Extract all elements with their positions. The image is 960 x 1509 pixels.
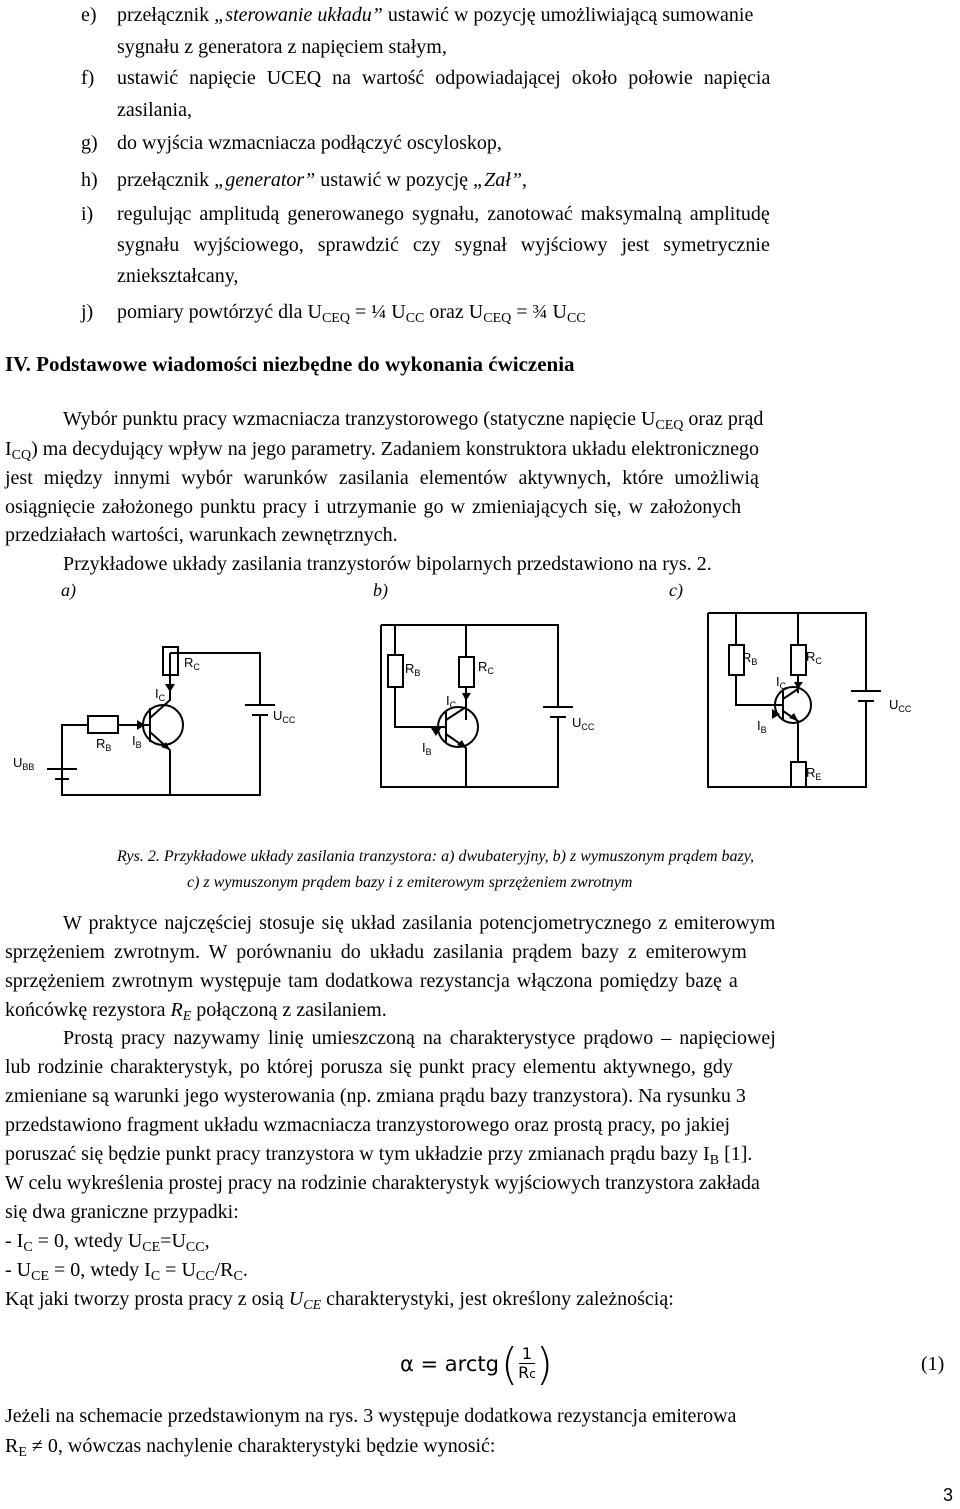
para3-line2: lub rodzinie charakterystyk, po której porusza się punkt pracy elementu aktywnego, gdy	[5, 1056, 733, 1078]
label-b-ucc: $U_{CC}$	[572, 715, 595, 732]
para3-line6: W celu wykreślenia prostej pracy na rodzinie charakterystyk wyjściowych tranzystora zakłada	[5, 1172, 760, 1194]
figure-caption-line1: Rys. 2. Przykładowe układy zasilania tranzystora: a) dwubateryjny, b) z wymuszonym prądem bazy,	[117, 848, 754, 865]
list-item-h: przełącznik „generator” ustawić w pozycję „Zał”,	[117, 169, 527, 191]
list-item-e-line1: przełącznik „sterowanie układu” ustawić w pozycję umożliwiającą sumowanie	[117, 4, 754, 26]
list-item-j: pomiary powtórzyć dla $U_{CEQ}$ = ¼ $U_{CC}$ oraz $U_{CEQ}$ = ¾ $U_{CC}$	[117, 301, 586, 326]
list-item-i-line2: sygnału wyjściowego, sprawdzić czy sygnał wyjściowy jest symetrycznie	[117, 234, 770, 256]
para2-line3: sprzężeniem zwrotnym występuje tam dodatkowa rezystancja włączona pomiędzy bazę a	[5, 970, 738, 992]
para1-line2: $I_{CQ}$) ma decydujący wpływ na jego parametry. Zadaniem konstruktora układu elektronicznego	[5, 438, 760, 463]
para1-line5: przedziałach wartości, warunkach zewnętrznych.	[5, 524, 398, 546]
label-b-rb: $R_B$	[405, 661, 421, 678]
label-c-rb: $R_B$	[742, 650, 758, 667]
label-c-ib: $I_B$	[757, 718, 767, 735]
figure-label-a: a)	[61, 580, 76, 600]
label-b-ib: $I_B$	[422, 740, 432, 757]
label-a-ucc: $U_{CC}$	[273, 708, 296, 725]
para3-line4: przedstawiono fragment układu wzmacniacza tranzystorowego oraz prostą pracy, po jakiej	[5, 1114, 731, 1136]
figure-caption-line2: c) z wymuszonym prądem bazy i z emiterowym sprzężeniem zwrotnym	[187, 874, 633, 891]
equation-number: (1)	[921, 1353, 945, 1375]
para2-line1: W praktyce najczęściej stosuje się układ zasilania potencjometrycznego z emiterowym	[63, 912, 776, 934]
para1-line6: Przykładowe układy zasilania tranzystorów bipolarnych przedstawiono na rys. 2.	[63, 553, 712, 575]
label-a-ubb: $U_{BB}$	[13, 755, 35, 772]
list-item-i-line1: regulując amplitudą generowanego sygnału, zanotować maksymalną amplitudę	[117, 203, 770, 225]
label-a-ib: $I_B$	[132, 733, 142, 750]
para2-line4: końcówkę rezystora $R_E$ połączoną z zasilaniem.	[5, 999, 387, 1024]
list-marker-g: g)	[81, 132, 98, 154]
section-heading: IV. Podstawowe wiadomości niezbędne do wykonania ćwiczenia	[5, 352, 575, 376]
list-item-f-line2: zasilania,	[117, 99, 192, 121]
list-marker-h: h)	[81, 169, 98, 191]
para1-line4: osiągnięcie założonego punktu pracy i utrzymanie go w zmieniających się, w założonych	[5, 496, 742, 518]
para3-line8: Kąt jaki tworzy prosta pracy z osią $U_{CE}$ charakterystyki, jest określony zależnością:	[5, 1288, 674, 1313]
label-b-ic: $I_C$	[446, 693, 457, 710]
label-a-rb: $R_B$	[96, 736, 112, 753]
label-c-ic: $I_C$	[776, 674, 787, 691]
equation-lhs: α = arctg	[400, 1352, 499, 1376]
list-marker-i: i)	[81, 203, 94, 225]
equation-fraction: 1 Rc	[518, 1344, 536, 1382]
circuit-diagrams	[0, 605, 960, 845]
para4-line2: $R_E \ne 0$, wówczas nachylenie charakterystyki będzie wynosić:	[5, 1435, 496, 1460]
para1-line3: jest między innymi wybór warunków zasilania elementów aktywnych, które umożliwią	[5, 467, 759, 489]
list-marker-e: e)	[81, 4, 97, 26]
condition-2: - $U_{CE} = 0$, wtedy $I_C = U_{CC}/R_C$.	[5, 1259, 248, 1284]
label-c-rc: $R_C$	[806, 649, 822, 666]
circuit-c	[708, 613, 881, 787]
figure-label-c: c)	[669, 580, 683, 600]
para1-line1: Wybór punktu pracy wzmacniacza tranzystorowego (statyczne napięcie $U_{CEQ}$ oraz prąd	[63, 408, 764, 433]
list-marker-f: f)	[81, 67, 95, 89]
equation: α = arctg ( 1 Rc )	[400, 1338, 554, 1390]
para3-line3: zmieniane są warunki jego wysterowania (np. zmiana prądu bazy tranzystora). Na rysunku 3	[5, 1085, 746, 1107]
label-c-re: $R_E$	[806, 765, 822, 782]
label-c-ucc: $U_{CC}$	[889, 697, 912, 714]
para3-line7: się dwa graniczne przypadki:	[5, 1201, 239, 1223]
circuit-b	[381, 625, 573, 787]
list-item-g: do wyjścia wzmacniacza podłączyć oscyloskop,	[117, 132, 502, 154]
list-item-e-line2: sygnału z generatora z napięciem stałym,	[117, 36, 447, 58]
para4-line1: Jeżeli na schemacie przedstawionym na rys. 3 występuje dodatkowa rezystancja emiterowa	[5, 1405, 737, 1427]
label-a-ic: $I_C$	[155, 686, 166, 703]
condition-1: - $I_C = 0$, wtedy $U_{CE}=U_{CC}$,	[5, 1230, 210, 1255]
para2-line2: sprzężeniem zwrotnym. W porównaniu do układu zasilania prądem bazy z emiterowym	[5, 941, 747, 963]
list-item-i-line3: zniekształcany,	[117, 265, 239, 287]
list-marker-j: j)	[81, 301, 94, 323]
circuit-a	[47, 647, 275, 795]
page-number: 3	[943, 1485, 954, 1505]
label-b-rc: $R_C$	[478, 659, 494, 676]
figure-label-b: b)	[373, 580, 388, 600]
para3-line5: poruszać się będzie punkt pracy tranzystora w tym układzie przy zmianach prądu bazy $I_B$ [1].	[5, 1143, 753, 1168]
label-a-rc: $R_C$	[184, 655, 200, 672]
para3-line1: Prostą pracy nazywamy linię umieszczoną na charakterystyce prądowo – napięciowej	[63, 1027, 776, 1049]
list-item-f-line1: ustawić napięcie UCEQ na wartość odpowiadającej około połowie napięcia	[117, 67, 771, 89]
